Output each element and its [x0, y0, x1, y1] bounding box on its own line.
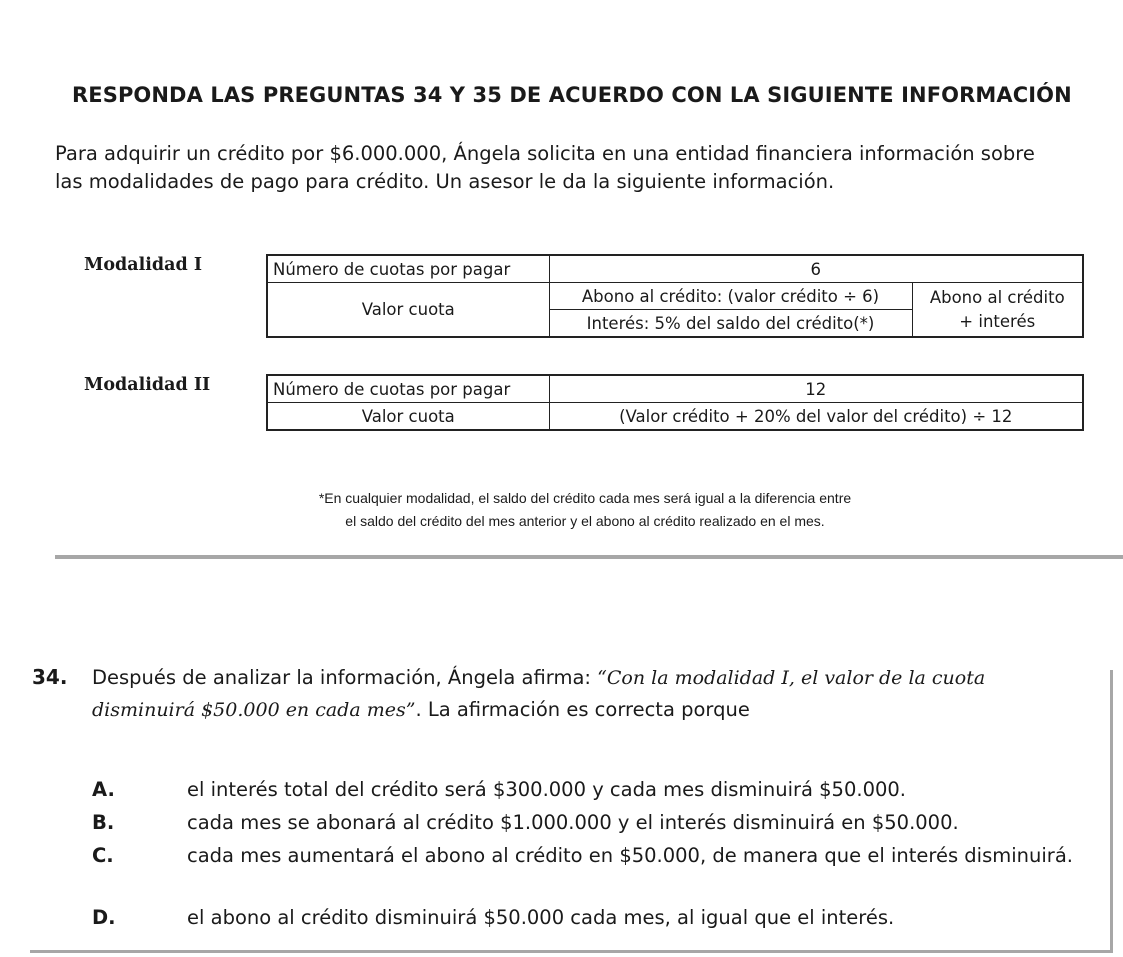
modalidad-1-label: Modalidad I [84, 255, 203, 275]
table-row [267, 403, 1083, 431]
table-cell: Número de cuotas por pagar [267, 375, 549, 403]
table-row [267, 375, 1083, 403]
footnote [150, 487, 1020, 533]
stem-intro: Después de analizar la información, Ángela afirma: [92, 666, 598, 689]
section-divider [55, 555, 1123, 559]
option-letter: C. [92, 844, 114, 867]
section-heading: RESPONDA LAS PREGUNTAS 34 Y 35 DE ACUERDO CON LA SIGUIENTE INFORMACIÓN [72, 83, 1072, 107]
option-text: el abono al crédito disminuirá $50.000 cada mes, al igual que el interés. [187, 906, 895, 929]
table-cell [912, 283, 1083, 338]
total-line-1: Abono al crédito [929, 287, 1065, 307]
table-cell: 6 [549, 255, 1083, 283]
table-row [267, 283, 1083, 310]
question-stem [92, 662, 1107, 726]
table-cell: 12 [549, 375, 1083, 403]
option-text: cada mes aumentará el abono al crédito en $50.000, de manera que el interés disminuirá. [187, 844, 1073, 867]
quote-part-1: “Con la modalidad I, el valor de la cuota [597, 667, 986, 689]
modalidad-2-table [266, 374, 1084, 431]
option-letter: D. [92, 906, 116, 929]
table-cell: Número de cuotas por pagar [267, 255, 549, 283]
footnote-line-1: *En cualquier modalidad, el saldo del crédito cada mes será igual a la diferencia entre [318, 490, 852, 506]
modalidad-2-label: Modalidad II [84, 375, 211, 395]
option-text: el interés total del crédito será $300.000 y cada mes disminuirá $50.000. [187, 778, 906, 801]
intro-paragraph [55, 140, 1115, 196]
table-cell: (Valor crédito + 20% del valor del crédito) ÷ 12 [549, 403, 1083, 431]
question-number: 34. [32, 665, 68, 689]
question-frame-right [1110, 670, 1113, 953]
table-cell: Abono al crédito: (valor crédito ÷ 6) [549, 283, 912, 310]
table-cell: Valor cuota [267, 403, 549, 431]
question-frame-bottom [30, 950, 1113, 953]
total-line-2: + interés [959, 311, 1036, 331]
table-cell: Interés: 5% del saldo del crédito(*) [549, 310, 912, 338]
intro-line-1: Para adquirir un crédito por $6.000.000, Ángela solicita en una entidad financiera información sobre [55, 142, 1035, 165]
table-cell: Valor cuota [267, 283, 549, 338]
intro-line-2: las modalidades de pago para crédito. Un asesor le da la siguiente información. [55, 170, 835, 193]
footnote-line-2: el saldo del crédito del mes anterior y el abono al crédito realizado en el mes. [345, 513, 825, 529]
option-letter: A. [92, 778, 115, 801]
modalidad-1-table [266, 254, 1084, 338]
stem-end: . La afirmación es correcta porque [415, 698, 750, 721]
option-text: cada mes se abonará al crédito $1.000.000 y el interés disminuirá en $50.000. [187, 811, 959, 834]
quote-part-2: disminuirá $50.000 en cada mes” [92, 699, 416, 721]
option-letter: B. [92, 811, 115, 834]
table-row [267, 255, 1083, 283]
